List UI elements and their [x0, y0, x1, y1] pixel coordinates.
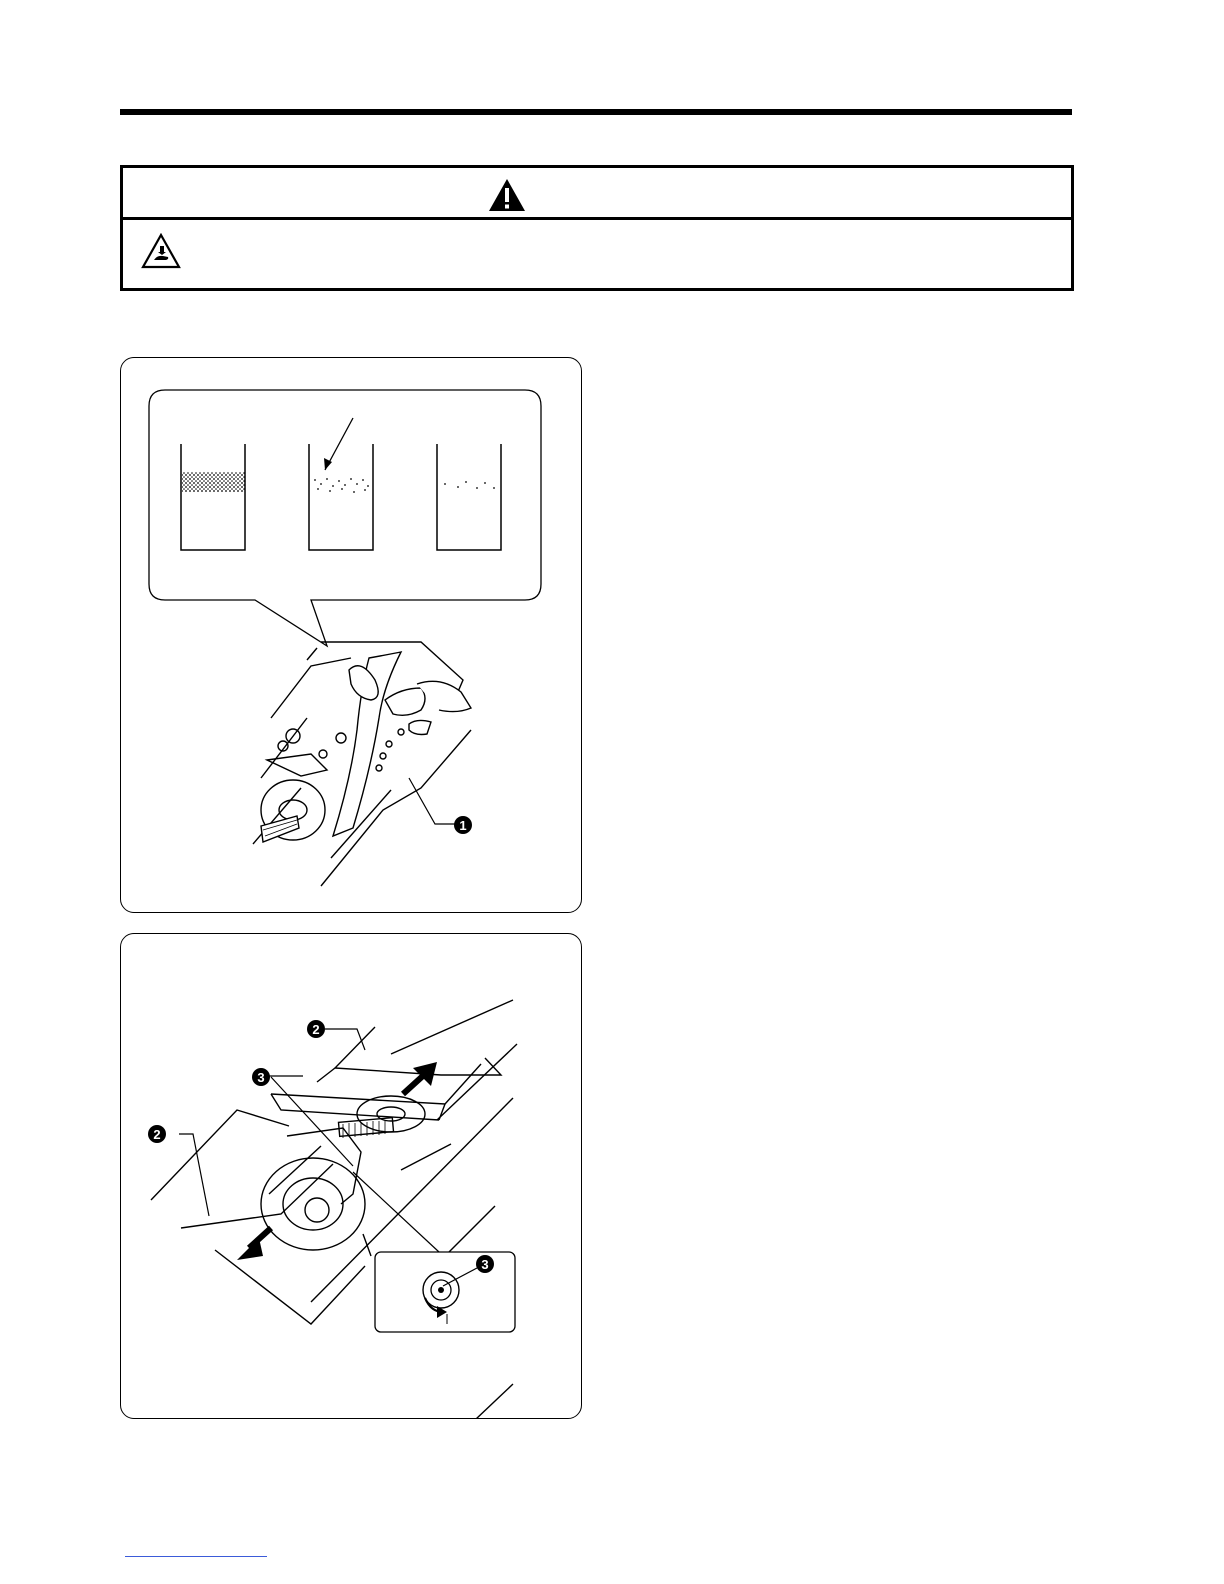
bed-edges: [307, 1374, 311, 1418]
svg-text:3: 3: [257, 1070, 265, 1085]
header-rule: [120, 109, 1072, 115]
speech-bubble: [149, 390, 541, 646]
slide-plate-illustration: [121, 934, 581, 1418]
svg-text:1: 1: [459, 818, 467, 833]
warning-box: [120, 165, 1074, 291]
warning-divider: [123, 217, 1071, 220]
svg-text:2: 2: [312, 1022, 320, 1037]
figure-panel-oil-check: [120, 357, 582, 913]
callout-number-1: [454, 816, 472, 834]
callout-number-3-inset: [476, 1255, 494, 1273]
callout-number-2-upper: [307, 1020, 325, 1038]
svg-text:2: 2: [153, 1127, 161, 1142]
slide-arrow-down-icon: [237, 1228, 271, 1260]
bed-outline: [151, 1000, 517, 1418]
svg-text:3: 3: [481, 1257, 489, 1272]
callout-number-3-main: [252, 1068, 270, 1086]
warning-triangle-icon: [487, 177, 527, 213]
hand-crush-hazard-icon: [141, 233, 181, 269]
callout-leader-1: [409, 778, 457, 824]
oil-splash-illustration: [121, 358, 581, 912]
figure-panel-slide-plates: [120, 933, 582, 1419]
footer-link-underline[interactable]: [125, 1556, 267, 1557]
callout-number-2-lower: [148, 1125, 166, 1143]
slide-arrow-up-icon: [403, 1062, 437, 1094]
